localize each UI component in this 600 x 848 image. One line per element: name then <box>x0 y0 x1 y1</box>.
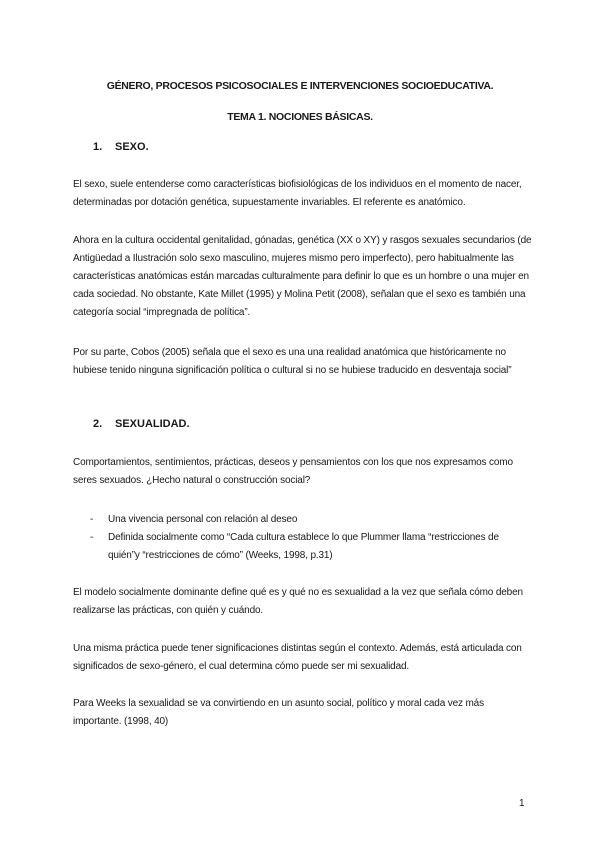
list-item <box>90 511 533 529</box>
list-item-text: Una vivencia personal con relación al deseo <box>108 514 298 525</box>
document-title: GÉNERO, PROCESOS PSICOSOCIALES E INTERVENCIONES SOCIOEDUCATIVA. <box>106 80 494 92</box>
paragraph: Ahora en la cultura occidental genitalidad, gónadas, genética (XX o XY) y rasgos sexuales secundarios (de Antigüedad a Ilustración solo sexo masculino, mujeres mismo pero imperfecto), pero habitualmente las características anatómicas están marcadas culturalmente para definir lo que es un hombre o una mujer en cada sociedad. No obstante, Kate Millet (1995) y Molina Petit (2008), señalan que el sexo es también una categoría social “impregnada de política”. <box>73 235 532 318</box>
section-number: 1. <box>93 141 103 153</box>
page-number: 1 <box>519 798 525 809</box>
section-title: SEXO. <box>115 141 149 153</box>
list-item <box>90 529 533 565</box>
section-heading-sexo <box>93 141 149 153</box>
list-item-text: Definida socialmente como “Cada cultura establece lo que Plummer llama “restricciones de quién”y “restricciones de cómo” (Weeks, 1998, p.31) <box>108 532 499 561</box>
paragraph: El sexo, suele entenderse como características biofisiológicas de los individuos en el momento de nacer, determinadas por dotación genética, supuestamente invariables. El referente es anatómico. <box>73 179 522 208</box>
section-heading-sexualidad <box>93 418 190 430</box>
paragraph: Para Weeks la sexualidad se va convirtiendo en un asunto social, político y moral cada vez más importante. (1998, 40) <box>73 698 484 727</box>
document-subtitle: TEMA 1. NOCIONES BÁSICAS. <box>227 111 373 123</box>
section-title: SEXUALIDAD. <box>115 418 190 430</box>
bullet-dash: - <box>90 514 94 525</box>
section-number: 2. <box>93 418 103 430</box>
paragraph: Por su parte, Cobos (2005) señala que el sexo es una una realidad anatómica que históricamente no hubiese tenido ninguna significación política o cultural si no se hubiese traducido en desventaja social” <box>73 347 512 376</box>
paragraph: El modelo socialmente dominante define qué es y qué no es sexualidad a la vez que señala cómo deben realizarse las prácticas, con quién y cuándo. <box>73 587 523 616</box>
paragraph: Comportamientos, sentimientos, prácticas, deseos y pensamientos con los que nos expresamos como seres sexuados. ¿Hecho natural o construcción social? <box>73 457 513 486</box>
bullet-list <box>73 511 533 565</box>
bullet-dash: - <box>90 532 94 543</box>
paragraph: Una misma práctica puede tener significaciones distintas según el contexto. Además, está articulada con significados de sexo-género, el cual determina cómo puede ser mi sexualidad. <box>73 643 522 672</box>
